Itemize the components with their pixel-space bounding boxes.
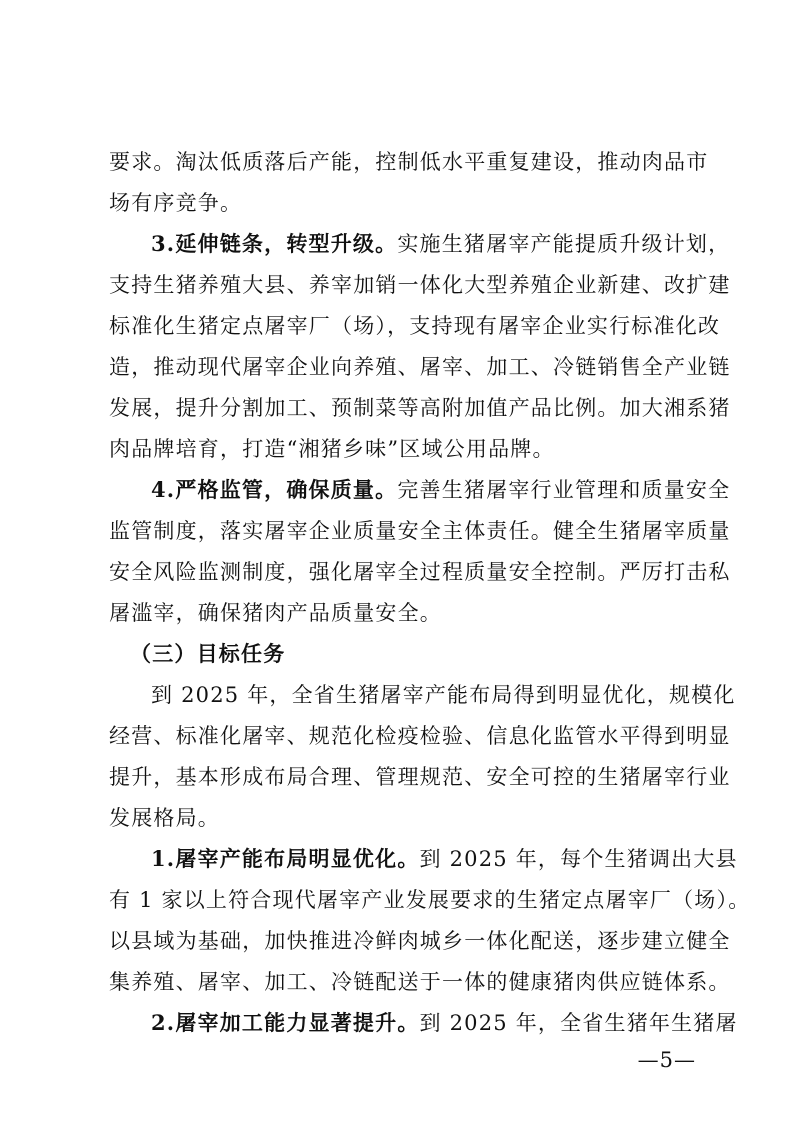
text-line: 以县域为基础，加快推进冷鲜肉城乡一体化配送，逐步建立健全 [109, 929, 731, 953]
section-4-title: 4.严格监管，确保质量。 [151, 477, 398, 502]
text-line: 经营、标准化屠宰、规范化检疫检验、信息化监管水平得到明显 [109, 724, 731, 748]
goal-first-line: 到 2025 年，全省生猪屠宰产能布局得到明显优化，规模化 [151, 683, 736, 707]
task-2-title: 2.屠宰加工能力显著提升。 [151, 1010, 420, 1035]
section-heading: （三）目标任务 [130, 641, 286, 666]
text-line: 集养殖、屠宰、加工、冷链配送于一体的健康猪肉供应链体系。 [109, 970, 731, 994]
page-number: —5— [637, 1048, 696, 1072]
text-line: 发展格局。 [109, 806, 220, 830]
text-line: 场有序竞争。 [109, 191, 243, 215]
section-4-first-line [151, 475, 731, 505]
text-line: 造，推动现代屠宰企业向养殖、屠宰、加工、冷链销售全产业链 [109, 355, 731, 379]
text-line: 发展，提升分割加工、预制菜等高附加值产品比例。加大湘系猪 [109, 396, 731, 420]
text-line: 监管制度，落实屠宰企业质量安全主体责任。健全生猪屠宰质量 [109, 519, 731, 543]
section-3-first-line [151, 229, 731, 259]
task-1-text: 到 2025 年，每个生猪调出大县 [419, 847, 738, 871]
text-line: 安全风险监测制度，强化屠宰全过程质量安全控制。严厉打击私 [109, 560, 731, 584]
text-line: 屠滥宰，确保猪肉产品质量安全。 [109, 601, 442, 625]
task-2-first-line [151, 1008, 738, 1038]
text-line: 有 1 家以上符合现代屠宰产业发展要求的生猪定点屠宰厂（场）。 [109, 888, 751, 912]
section-4-text: 完善生猪屠宰行业管理和质量安全 [397, 478, 731, 502]
text-line: 提升，基本形成布局合理、管理规范、安全可控的生猪屠宰行业 [109, 765, 731, 789]
section-3-text: 实施生猪屠宰产能提质升级计划， [397, 232, 731, 256]
text-line: 要求。淘汰低质落后产能，控制低水平重复建设，推动肉品市 [109, 150, 709, 174]
text-line: 标准化生猪定点屠宰厂（场），支持现有屠宰企业实行标准化改 [109, 314, 721, 338]
task-1-title: 1.屠宰产能布局明显优化。 [151, 846, 420, 871]
task-1-first-line [151, 844, 738, 874]
text-line: 肉品牌培育，打造“湘猪乡味”区域公用品牌。 [109, 437, 555, 461]
section-3-title: 3.延伸链条，转型升级。 [151, 231, 398, 256]
text-line: 支持生猪养殖大县、养宰加销一体化大型养殖企业新建、改扩建 [109, 273, 731, 297]
task-2-text: 到 2025 年，全省生猪年生猪屠 [419, 1011, 738, 1035]
